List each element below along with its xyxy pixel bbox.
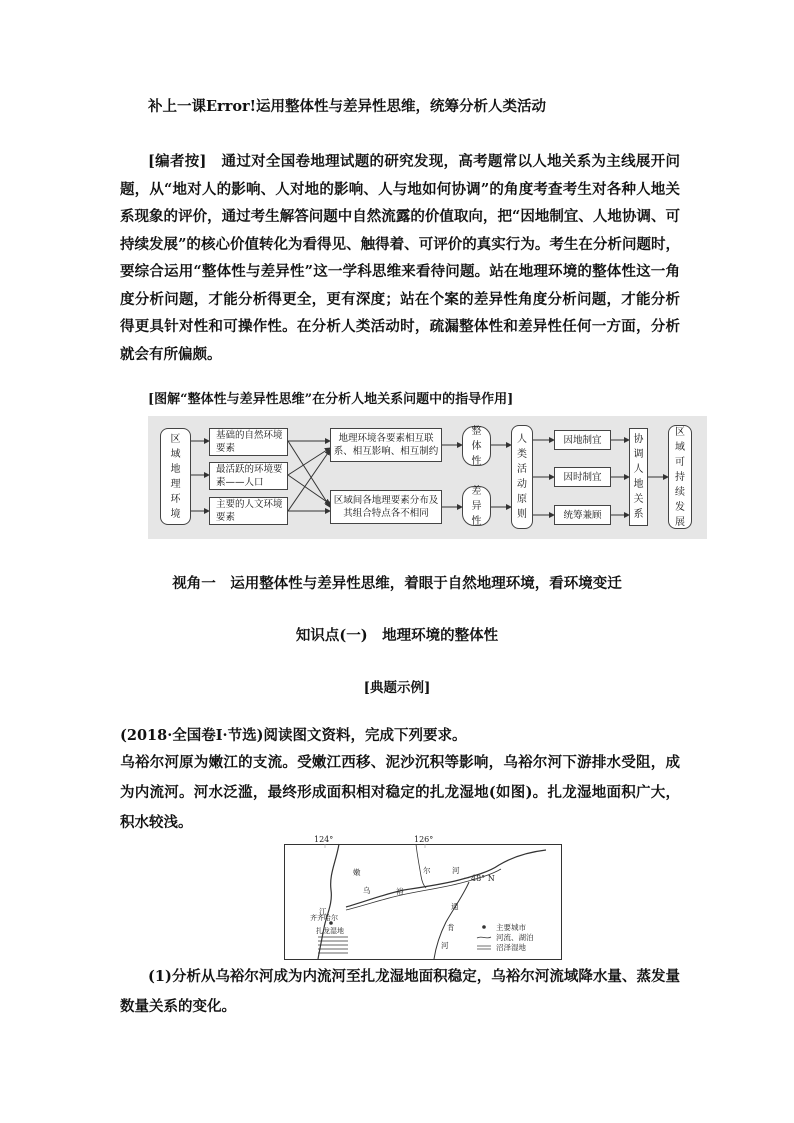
lat-label: 48° N — [471, 874, 495, 883]
factor-human-box: 主要的人文环境要素 — [209, 497, 288, 525]
principle-label: 人类活动原则 — [517, 434, 527, 520]
qiqihar-label: 齐齐哈尔 — [310, 914, 338, 922]
difference-label: 差异性 — [471, 485, 482, 527]
editor-note-label: [编者按] — [148, 153, 207, 170]
question-1-text: (1)分析从乌裕尔河成为内流河至扎龙湿地面积稳定，乌裕尔河流域降水量、蒸发量数量关系的变化。 — [120, 968, 680, 1015]
measure-time-box: 因时制宜 — [554, 467, 611, 487]
editor-note-text: 通过对全国卷地理试题的研究发现，高考题常以人地关系为主线展开问题，从“地对人的影响、人对地的影响、人与地如何协调”的角度考查考生对各种人地关系现象的评价，通过考生解答问题中自然流露的价值取向，把“因地制宜、人地协调、可持续发展”的核心价值转化为看得见、触得着、可评价的真实行为。考生在分析问题时，要综合运用“整体性与差异性”这一学科思维来看待问题。站在地理环境的整体性这一角度分析问题，才能分析得更全，更有深度；站在个案的差异性角度分析问题，才能分析得更具针对性和可操作性。在分析人类活动时，疏漏整体性和差异性任何一方面，分析就会有所偏颇。 — [120, 153, 680, 363]
diagram-title: [图解“整体性与差异性思维”在分析人地关系问题中的指导作用] — [148, 392, 514, 407]
river-char-yu: 裕 — [396, 887, 404, 896]
example-label: [典题示例] — [363, 680, 431, 696]
editor-note — [120, 148, 680, 368]
coordination-label: 协调人地关系 — [633, 434, 644, 520]
integrity-label: 整体性 — [471, 425, 482, 467]
principle-box — [511, 425, 533, 529]
relation-difference-box: 区域间各地理要素分布及其组合特点各不相同 — [330, 490, 442, 524]
factor-natural-box: 基础的自然环境要素 — [209, 428, 288, 456]
river-char-nen: 嫩 — [353, 868, 361, 877]
legend-city-symbol — [482, 925, 486, 929]
relation-integrity-box: 地理环境各要素相互联系、相互影响、相互制约 — [330, 428, 442, 462]
measure-place-box: 因地制宜 — [554, 430, 611, 450]
lon-label-126: 126° — [414, 835, 434, 844]
legend-city-label: 主要城市 — [496, 923, 526, 932]
region-environment-label: 区域地理环境 — [170, 433, 181, 520]
measure-overall-box: 统筹兼顾 — [554, 505, 611, 525]
legend-river-label: 河流、湖泊 — [496, 933, 534, 942]
concept-diagram — [148, 416, 707, 539]
tongken-char-1: 通 — [451, 902, 459, 911]
river-char-er: 尔 — [423, 866, 431, 875]
integrity-oval — [462, 426, 491, 466]
river-char-wu: 乌 — [363, 886, 371, 895]
coordination-box — [629, 428, 648, 526]
river-char-he: 河 — [452, 866, 460, 875]
difference-oval — [462, 486, 491, 526]
knowledge-point-title: 知识点(一) 地理环境的整体性 — [295, 627, 499, 644]
region-environment-box — [160, 428, 191, 525]
goal-box — [668, 425, 692, 529]
material-paragraph — [120, 748, 680, 838]
factor-population-box: 最活跃的环境要素——人口 — [209, 462, 288, 490]
goal-label: 区域可持续发展 — [675, 426, 685, 528]
material-text: 乌裕尔河原为嫩江的支流。受嫩江西移、泥沙沉积等影响，乌裕尔河下游排水受阻，成为内流河。河水泛滥，最终形成面积相对稳定的扎龙湿地(如图)。扎龙湿地面积广大，积水较浅。 — [120, 754, 680, 831]
section-title: 补上一课Error!运用整体性与差异性思维，统筹分析人类活动 — [148, 98, 547, 115]
lon-label-124: 124° — [314, 835, 334, 844]
zhalong-label: 扎龙湿地 — [316, 927, 344, 935]
question-source: (2018·全国卷Ⅰ·节选)阅读图文资料，完成下列要求。 — [120, 727, 467, 744]
river-char-jiang: 江 — [319, 907, 327, 916]
question-1 — [120, 962, 680, 1022]
zhalong-map — [284, 832, 562, 960]
legend-wetland-label: 沼泽湿地 — [496, 943, 526, 952]
tongken-char-3: 河 — [441, 941, 449, 950]
perspective-title: 视角一 运用整体性与差异性思维，着眼于自然地理环境，看环境变迁 — [172, 575, 622, 592]
tongken-char-2: 肯 — [447, 923, 455, 932]
